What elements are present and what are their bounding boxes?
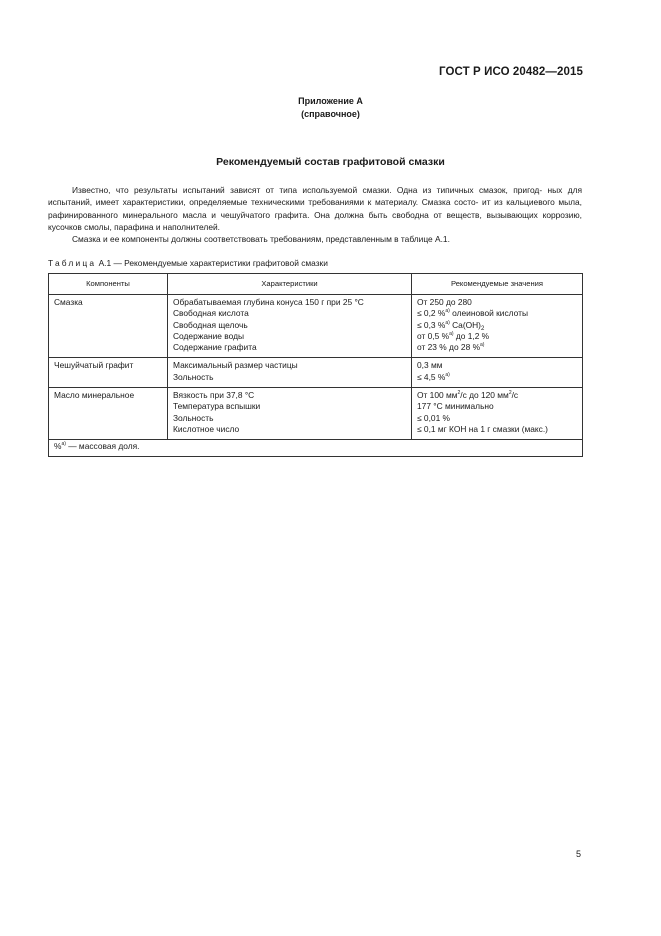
characteristic: Свободная кислота	[173, 308, 249, 319]
intro-paragraph	[48, 184, 582, 233]
characteristic: Температура вспышки	[173, 401, 261, 412]
header-values: Рекомендуемые значения	[412, 274, 583, 295]
value: 0,3 мм	[417, 360, 443, 371]
annex-subtitle: (справочное)	[301, 109, 360, 119]
document-code: ГОСТ Р ИСО 20482—2015	[438, 66, 583, 78]
values-cell	[412, 358, 583, 388]
requirement-text: Смазка и ее компоненты должны соответствовать требованиям, представленным в таблице А.1.	[72, 234, 450, 244]
value: 177 °С минимально	[417, 401, 494, 412]
table-footnote: %$^{a)}$ — массовая доля.	[49, 440, 583, 456]
characteristic: Содержание графита	[173, 342, 257, 353]
values-cell	[412, 295, 583, 358]
table-row	[49, 358, 583, 388]
intro-line-4: свободна от веществ, вызывающих коррозию, кусочков смолы, парафина и наполнителей.	[48, 209, 582, 232]
value: ≤ 0,3 %$^{a)}$ $Ca(OH)_2$	[417, 319, 485, 332]
value: ≤ 0,01 %	[417, 412, 450, 423]
characteristic: Кислотное число	[173, 423, 240, 434]
section-heading: Рекомендуемый состав графитовой смазки	[216, 156, 445, 168]
characteristic: Обрабатываемая глубина конуса 150 г при 25 °С	[173, 297, 364, 307]
values-cell	[412, 388, 583, 440]
component-cell: Смазка	[49, 295, 168, 358]
page-number: 5	[575, 849, 581, 859]
value: От 250 до 280	[417, 297, 472, 307]
table-row	[49, 295, 583, 358]
value: ≤ 4,5 %$^{a)}$	[417, 371, 450, 382]
characteristics-cell	[168, 388, 412, 440]
header-components: Компоненты	[49, 274, 168, 295]
annex-title: Приложение А	[298, 96, 363, 106]
table-caption-prefix: Таблица	[48, 258, 97, 268]
table-header-row	[49, 274, 583, 295]
table-caption	[48, 258, 328, 268]
composition-table	[48, 273, 583, 457]
component-cell: Масло минеральное	[49, 388, 168, 440]
intro-line-3: ит из кальциевого мыла, рафинированного минерального масла и чешуйчатого графита. Она должна быть	[48, 197, 582, 220]
characteristics-cell	[168, 295, 412, 358]
characteristic: Свободная щелочь	[173, 319, 248, 330]
characteristic: Вязкость при 37,8 °С	[173, 390, 255, 401]
table-caption-text: А.1 — Рекомендуемые характеристики графитовой смазки	[96, 258, 328, 268]
characteristic: Максимальный размер частицы	[173, 360, 298, 371]
requirement-paragraph	[48, 233, 582, 245]
table-row	[49, 388, 583, 440]
value: От 100 $мм^2/с$ до 120 $мм^2/с$	[417, 390, 519, 401]
value: от 0,5 %$^{a)}$ до 1,2 %	[417, 330, 490, 341]
characteristic: Зольность	[173, 412, 214, 423]
characteristics-cell	[168, 358, 412, 388]
intro-line-1: Известно, что результаты испытаний зависят от типа используемой смазки. Одна из типичных смазок, пригод-	[72, 185, 543, 195]
characteristic: Содержание воды	[173, 330, 245, 341]
header-characteristics: Характеристики	[168, 274, 412, 295]
value: ≤ 0,2 %$^{a)}$ олеиновой кислоты	[417, 308, 528, 319]
characteristic: Зольность	[173, 371, 214, 382]
value: ≤ 0,1 мг КОН на 1 г смазки (макс.)	[417, 423, 548, 434]
intro-line-2: ных для испытаний, имеет характеристики, определяемые техническими требованиями к материалу. Смазка состо-	[48, 185, 583, 208]
value: от 23 % до 28 %$^{a)}$	[417, 342, 485, 353]
table-footnote-row	[49, 440, 583, 456]
component-cell: Чешуйчатый графит	[49, 358, 168, 388]
